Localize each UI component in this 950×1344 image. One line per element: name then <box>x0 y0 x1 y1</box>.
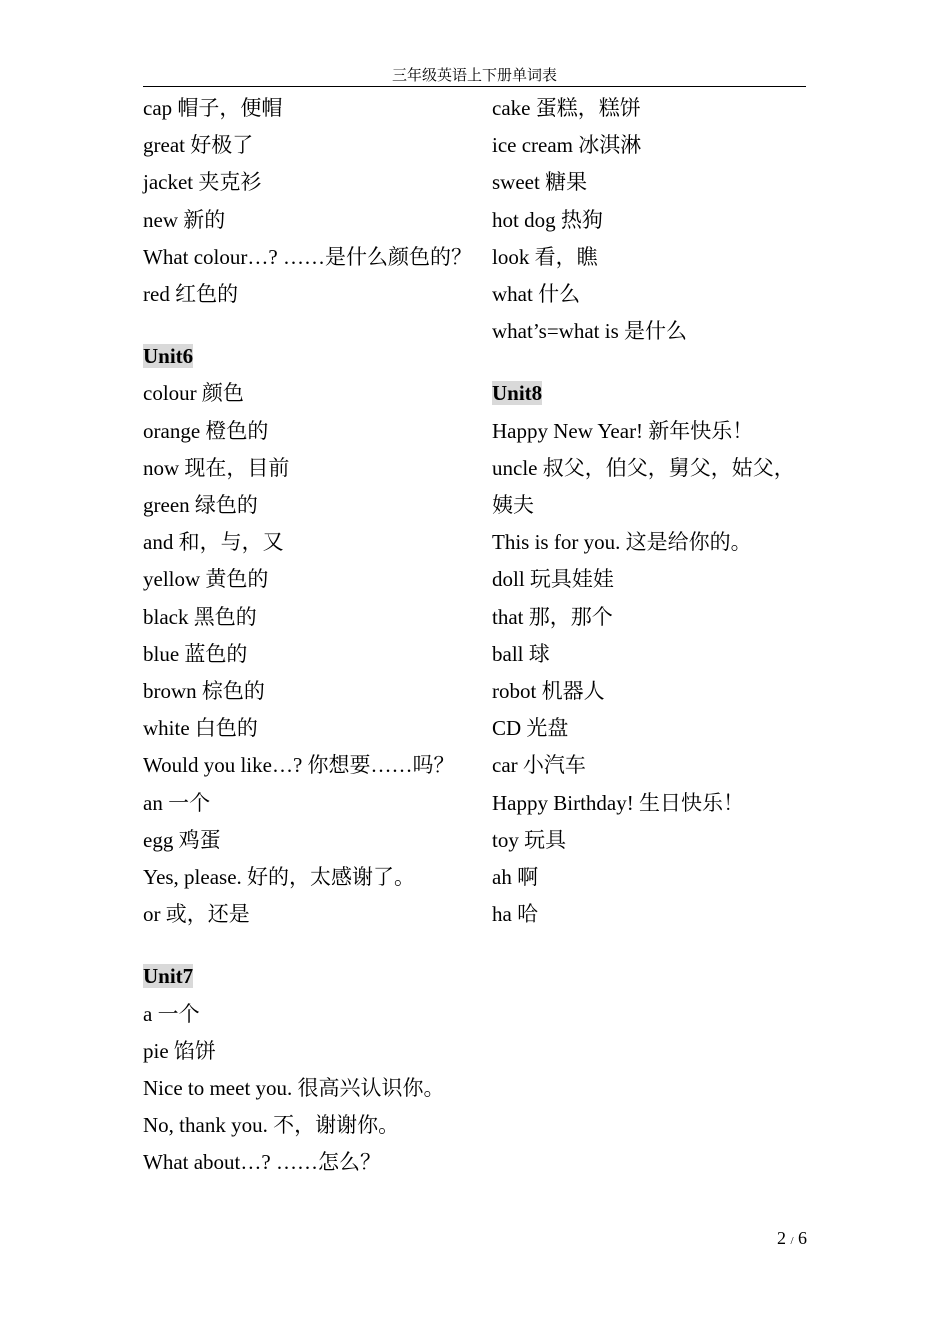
unit6-heading-text: Unit6 <box>143 344 194 369</box>
vocab-entry: yellow 黄色的 <box>143 567 269 592</box>
vocab-entry: or 或，还是 <box>143 902 250 927</box>
vocab-entry: car 小汽车 <box>492 753 586 778</box>
vocab-entry: and 和，与，又 <box>143 530 284 555</box>
right-column <box>492 90 810 933</box>
vocab-entry: red 红色的 <box>143 282 239 307</box>
vocab-entry: new 新的 <box>143 207 226 232</box>
vocab-entry: uncle 叔父，伯父，舅父，姑父，姨夫 <box>492 455 795 518</box>
vocab-entry: toy 玩具 <box>492 827 567 852</box>
vocab-entry: what 什么 <box>492 282 581 307</box>
vocab-entry: sweet 糖果 <box>492 170 588 195</box>
vocab-entry: ah 啊 <box>492 865 539 890</box>
vocab-entry: robot 机器人 <box>492 679 605 704</box>
vocab-entry: green 绿色的 <box>143 493 258 518</box>
unit6-heading <box>143 338 473 375</box>
vocab-entry: ball 球 <box>492 641 550 666</box>
vocab-entry: No, thank you. 不，谢谢你。 <box>143 1113 400 1138</box>
vocab-entry: hot dog 热狗 <box>492 207 603 232</box>
page-header-title: 三年级英语上下册单词表 <box>143 64 806 87</box>
vocab-entry: orange 橙色的 <box>143 418 269 443</box>
vocab-entry: black 黑色的 <box>143 604 257 629</box>
vocab-entry: brown 棕色的 <box>143 679 265 704</box>
vocab-entry: pie 馅饼 <box>143 1038 216 1063</box>
section-gap <box>143 933 473 958</box>
vocab-entry: blue 蓝色的 <box>143 641 248 666</box>
vocab-entry: that 那，那个 <box>492 604 613 629</box>
vocab-entry: Nice to meet you. 很高兴认识你。 <box>143 1076 445 1101</box>
unit7-heading-text: Unit7 <box>143 964 194 989</box>
vocab-entry: Happy New Year! 新年快乐！ <box>492 418 754 443</box>
vocab-entry: Yes, please. 好的，太感谢了。 <box>143 865 416 890</box>
vocab-entry: jacket 夹克衫 <box>143 170 262 195</box>
vocab-entry: What about…? ……怎么？ <box>143 1150 381 1175</box>
vocab-entry: Would you like…? 你想要……吗？ <box>143 753 455 778</box>
unit8-heading <box>492 375 810 412</box>
vocab-entry: great 好极了 <box>143 133 254 158</box>
vocab-entry: cake 蛋糕，糕饼 <box>492 96 641 120</box>
vocab-entry: What colour…? ……是什么颜色的？ <box>143 244 472 269</box>
vocab-entry: This is for you. 这是给你的。 <box>492 530 752 555</box>
section-gap <box>143 313 473 338</box>
page-separator: / <box>790 1235 794 1247</box>
vocab-entry: CD 光盘 <box>492 716 569 741</box>
section-gap <box>492 350 810 375</box>
vocab-entry: Happy Birthday! 生日快乐！ <box>492 790 744 815</box>
vocab-entry: look 看，瞧 <box>492 244 598 269</box>
left-column <box>143 90 473 1182</box>
page-total: 6 <box>798 1228 807 1248</box>
vocab-entry: a 一个 <box>143 1001 200 1026</box>
page-current: 2 <box>776 1228 786 1248</box>
vocab-entry: an 一个 <box>143 790 211 815</box>
vocab-entry: doll 玩具娃娃 <box>492 567 614 592</box>
vocab-entry: ice cream 冰淇淋 <box>492 133 642 158</box>
vocab-entry: colour 颜色 <box>143 381 244 406</box>
unit7-heading <box>143 958 473 995</box>
page-number <box>777 1226 807 1253</box>
vocab-entry: now 现在，目前 <box>143 455 290 480</box>
vocab-entry: ha 哈 <box>492 902 539 927</box>
vocab-entry: egg 鸡蛋 <box>143 827 221 852</box>
unit8-heading-text: Unit8 <box>492 381 543 406</box>
vocab-entry: cap 帽子，便帽 <box>143 96 283 120</box>
vocab-entry: white 白色的 <box>143 716 258 741</box>
vocab-entry: what’s=what is 是什么 <box>492 319 687 344</box>
